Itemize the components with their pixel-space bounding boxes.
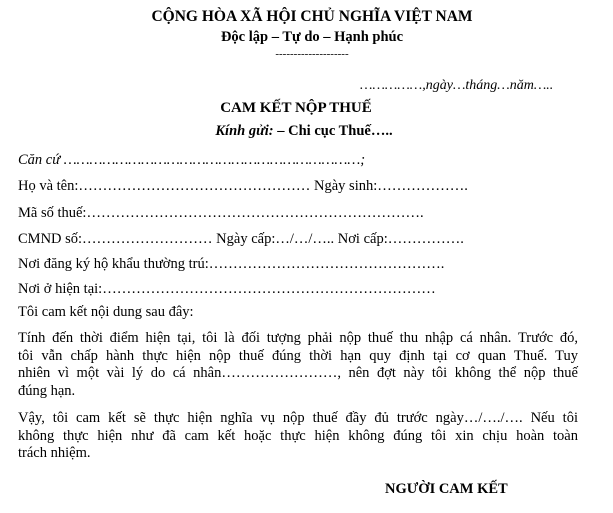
recipient-prefix: Kính gửi: [215, 123, 274, 139]
paragraph-line: không thực hiện như đã cam kết hoặc thực hiện không đúng tôi xin chịu hoàn toàn [18, 427, 578, 444]
recipient-text: – Chi cục Thuế….. [273, 123, 393, 139]
paragraph-commitment [18, 410, 578, 463]
national-title: CỘNG HÒA XÃ HỘI CHỦ NGHĨA VIỆT NAM [151, 8, 473, 25]
paragraph-line: Vậy, tôi cam kết sẽ thực hiện nghĩa vụ nộp thuế đầy đủ trước ngày…/…./…. Nếu tôi [18, 410, 578, 426]
recipient-line [0, 123, 608, 140]
document-title: CAM KẾT NỘP THUẾ [220, 100, 372, 116]
paragraph-line: Tính đến thời điểm hiện tại, tôi là đối tượng phải nộp thuế thu nhập cá nhân. Trước đó, [18, 330, 578, 346]
field-tax-code: Mã số thuế:……………………………………………………………. [18, 205, 424, 221]
paragraph-tax-status [18, 330, 578, 400]
paragraph-line: nhiên vì một vài lý do cá nhân……………………, nên đợt này tôi không thể nộp thuế [18, 365, 578, 382]
signer-title: NGƯỜI CAM KẾT [385, 481, 508, 497]
paragraph-line: tôi vẫn chấp hành thực hiện nộp thuế đúng thời hạn quy định tại cơ quan Thuế. Tuy [18, 347, 578, 364]
motto-underline: -------------------- [275, 48, 349, 60]
paragraph-line: trách nhiệm. [18, 445, 91, 462]
field-permanent-address: Nơi đăng ký hộ khẩu thường trú:…………………………………………. [18, 256, 445, 272]
commitment-intro: Tôi cam kết nội dung sau đây: [18, 304, 194, 320]
field-full-name: Họ và tên:………………………………………… Ngày sinh:………………. [18, 178, 468, 194]
paragraph-line: đúng hạn. [18, 382, 76, 399]
field-current-address: Nơi ở hiện tại:…………………………………………………………… [18, 281, 436, 297]
national-motto: Độc lập – Tự do – Hạnh phúc [220, 29, 404, 45]
date-line: ……………,ngày…tháng…năm….. [360, 78, 554, 93]
field-cancu: Căn cứ ……………………………………………………………; [18, 152, 366, 168]
field-id-card: CMND số:……………………… Ngày cấp:…/…/….. Nơi cấp:……………. [18, 231, 464, 247]
